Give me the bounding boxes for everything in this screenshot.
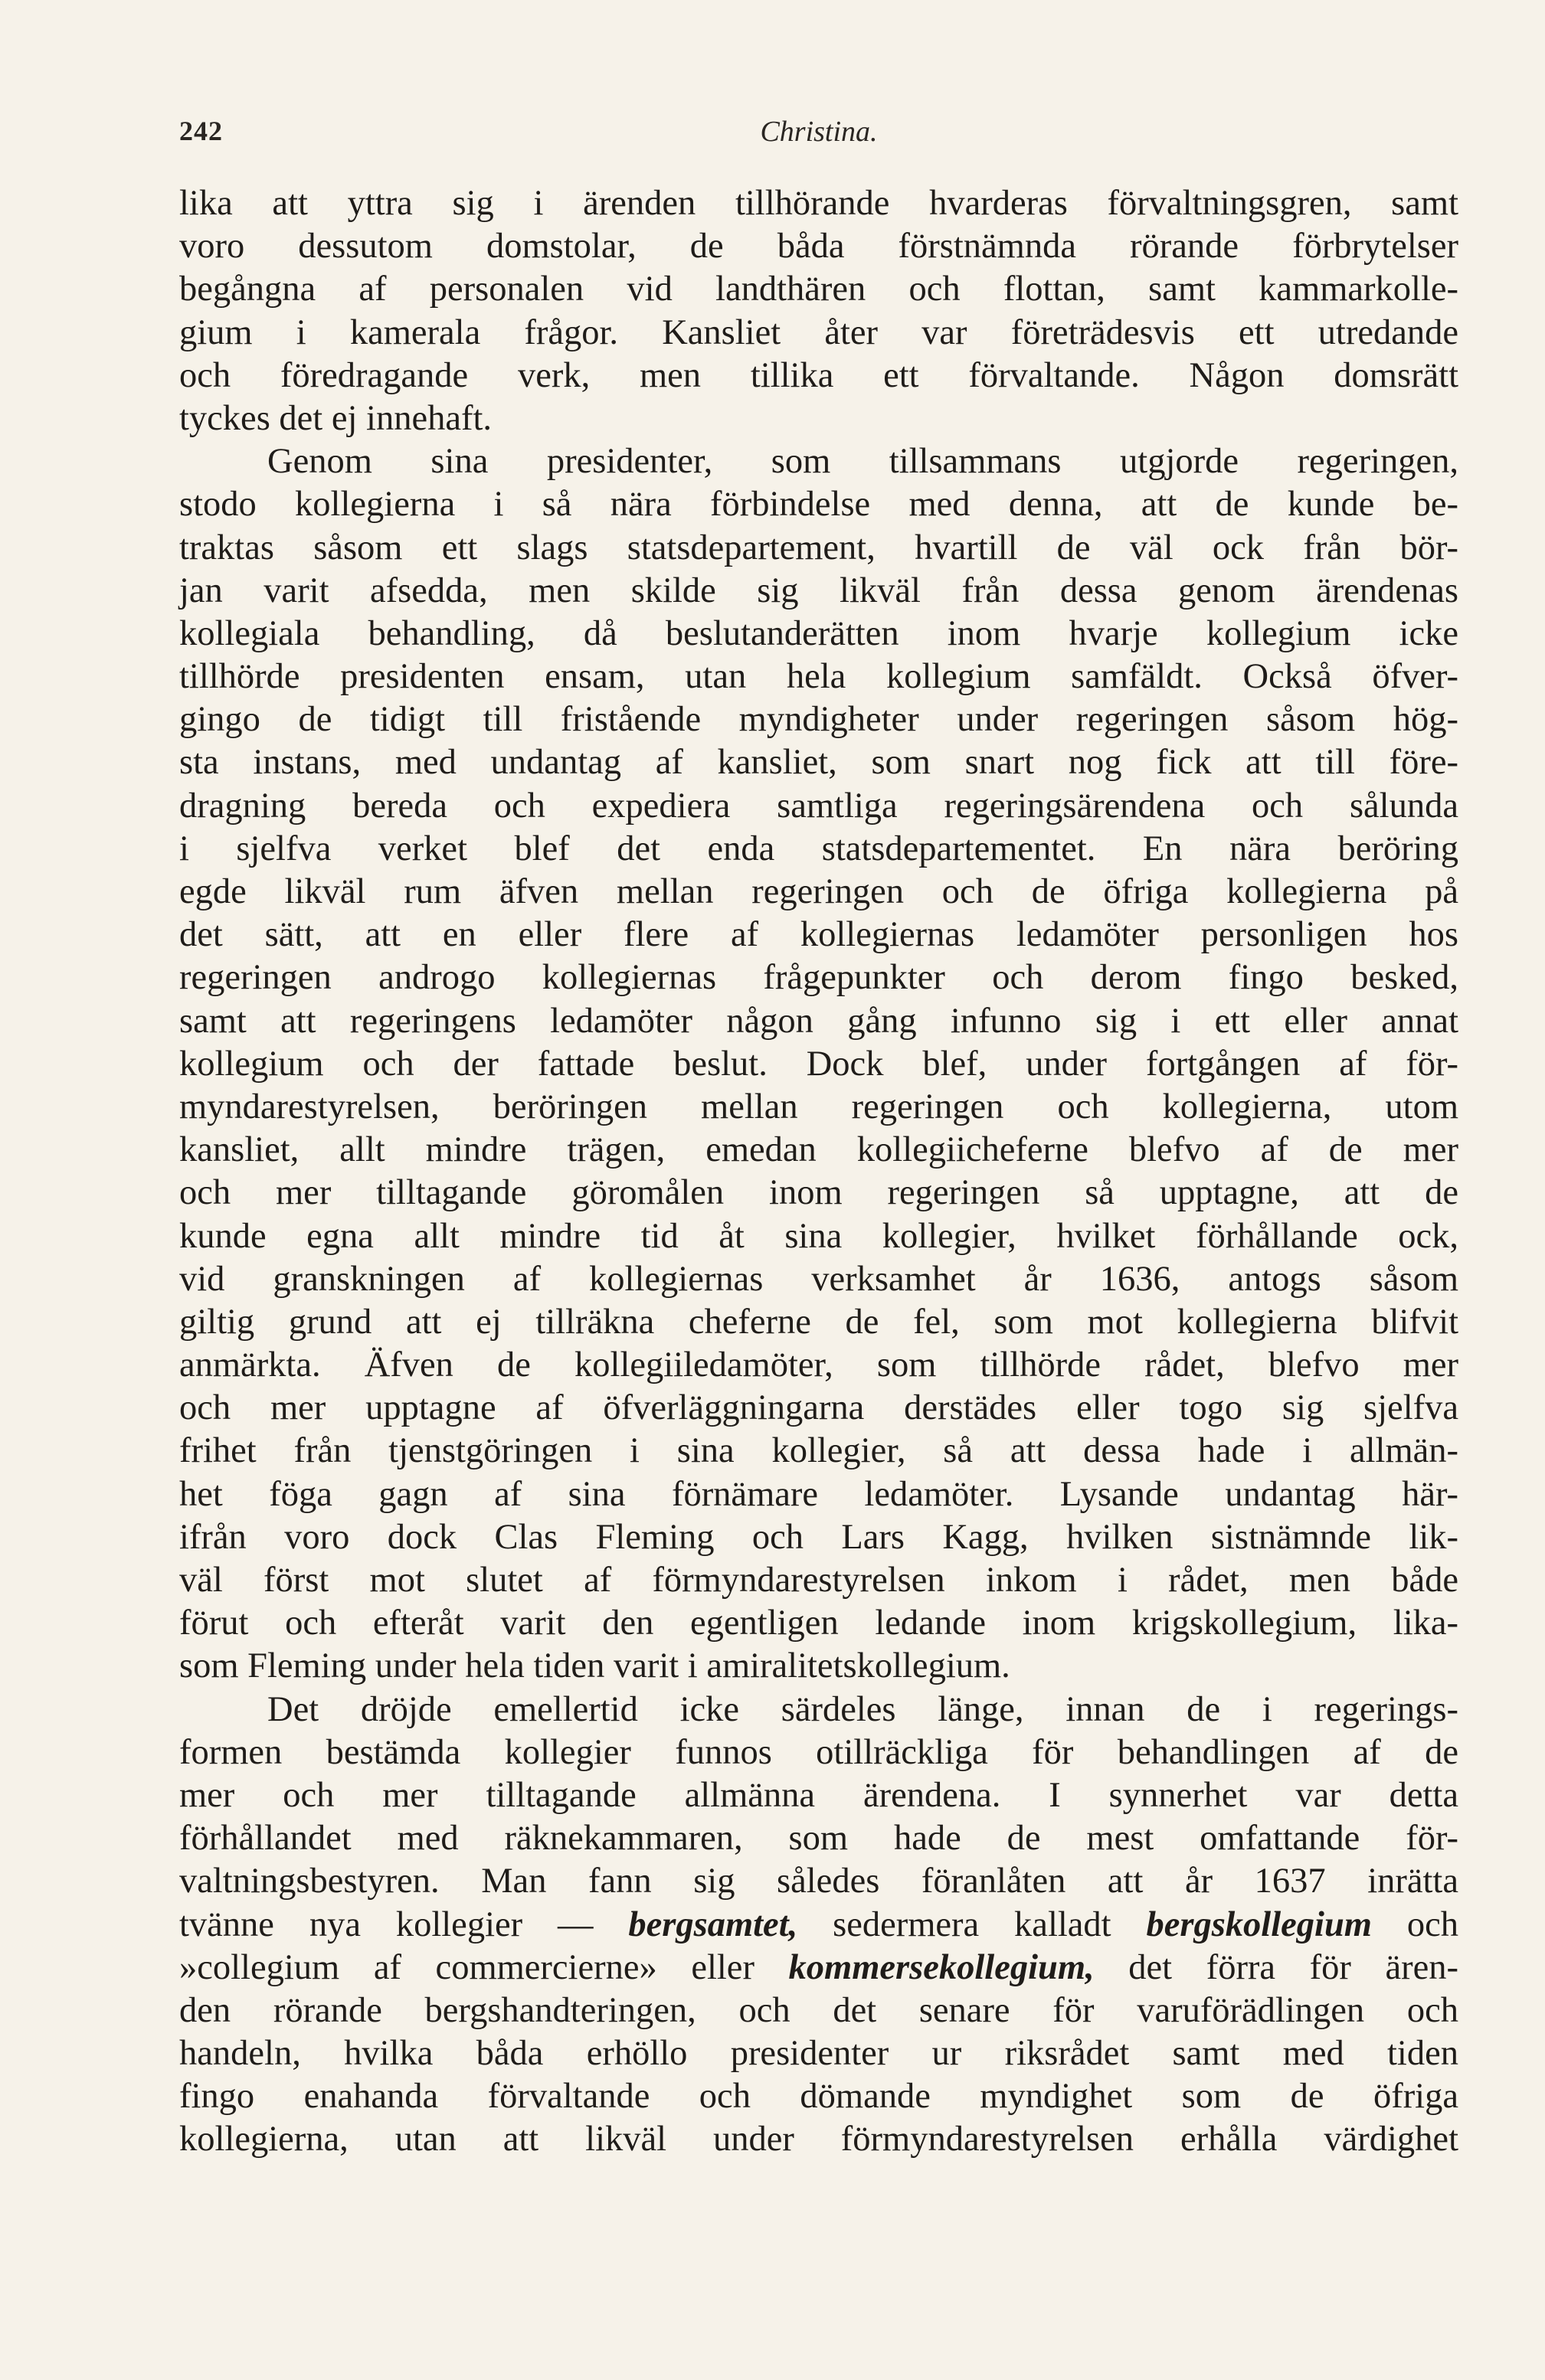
text-line xyxy=(179,1731,1458,1774)
text-line xyxy=(179,2118,1458,2161)
text-line xyxy=(179,1947,1458,1989)
text-line xyxy=(179,1172,1458,1215)
text-segment: och mer tilltagande göromålen inom regeringen så upptagne, att de xyxy=(179,1173,1458,1213)
text-line xyxy=(179,1129,1458,1172)
text-segment: kunde egna allt mindre tid åt sina kollegier, hvilket förhållande ock, xyxy=(179,1216,1458,1256)
text-segment: förut och efteråt varit den egentligen ledande inom krigskollegium, lika- xyxy=(179,1604,1458,1643)
text-segment: egde likväl rum äfven mellan regeringen och de öfriga kollegierna på xyxy=(179,872,1458,911)
text-line xyxy=(179,1215,1458,1258)
text-segment: kollegiala behandling, då beslutanderätten inom hvarje kollegium icke xyxy=(179,613,1458,653)
text-line xyxy=(179,268,1458,311)
text-segment: i sjelfva verket blef det enda statsdepartementet. En nära beröring xyxy=(179,829,1458,868)
text-segment: begångna af personalen vid landthären och flottan, samt kammarkolle- xyxy=(179,270,1458,309)
text-line xyxy=(179,1904,1458,1947)
text-line xyxy=(179,1258,1458,1301)
running-title: Christina. xyxy=(760,116,878,148)
paragraph xyxy=(179,1689,1458,2162)
text-segment: sta instans, med undantag af kansliet, som snart nog fick att till före- xyxy=(179,743,1458,783)
italic-term: kommersekollegium, xyxy=(788,1947,1095,1987)
text-segment: stodo kollegierna i så nära förbindelse med denna, att de kunde be- xyxy=(179,485,1458,525)
text-line xyxy=(179,397,1458,440)
text-segment: som Fleming under hela tiden varit i amiralitetskollegium. xyxy=(179,1646,1010,1686)
text-segment: och föredragande verk, men tillika ett förvaltande. Någon domsrätt xyxy=(179,355,1458,395)
text-segment: gingo de tidigt till fristående myndigheter under regeringen såsom hög- xyxy=(179,700,1458,740)
text-segment: frihet från tjenstgöringen i sina kollegier, så att dessa hade i allmän- xyxy=(179,1431,1458,1471)
text-line xyxy=(179,956,1458,999)
text-line xyxy=(179,1559,1458,1602)
text-segment: kansliet, allt mindre trägen, emedan kollegiicheferne blefvo af de mer xyxy=(179,1130,1458,1170)
text-line xyxy=(179,785,1458,828)
text-segment: gium i kamerala frågor. Kansliet åter var företrädesvis ett utredande xyxy=(179,312,1458,352)
text-segment: kollegierna, utan att likväl under förmyndarestyrelsen erhålla värdighet xyxy=(179,2120,1458,2159)
text-line xyxy=(179,1989,1458,2032)
text-line xyxy=(179,741,1458,784)
text-segment: regeringen androgo kollegiernas frågepunkter och derom fingo besked, xyxy=(179,958,1458,998)
text-segment: vid granskningen af kollegiernas verksamhet år 1636, antogs såsom xyxy=(179,1259,1458,1299)
text-segment: den rörande bergshandteringen, och det senare för varuförädlingen och xyxy=(179,1990,1458,2030)
text-segment: het föga gagn af sina förnämare ledamöter. Lysande undantag här- xyxy=(179,1474,1458,1514)
text-line xyxy=(179,828,1458,871)
text-line xyxy=(179,1602,1458,1645)
text-segment: och mer upptagne af öfverläggningarna derstädes eller togo sig sjelfva xyxy=(179,1388,1458,1428)
page-header xyxy=(179,115,1458,161)
text-segment: dragning bereda och expediera samtliga regeringsärendena och sålunda xyxy=(179,786,1458,825)
text-segment: sedermera kalladt xyxy=(797,1904,1147,1944)
text-segment: traktas såsom ett slags statsdepartement, hvartill de väl ock från bör- xyxy=(179,528,1458,567)
text-segment: formen bestämda kollegier funnos otillräckliga för behandlingen af de xyxy=(179,1732,1458,1772)
text-line xyxy=(179,2075,1458,2118)
text-segment: fingo enahanda förvaltande och dömande myndighet som de öfriga xyxy=(179,2077,1458,2117)
text-line xyxy=(179,1774,1458,1817)
text-segment: tyckes det ej innehaft. xyxy=(179,398,493,438)
text-segment: samt att regeringens ledamöter någon gång infunno sig i ett eller annat xyxy=(179,1001,1458,1041)
text-line xyxy=(179,1860,1458,1903)
italic-term: bergskollegium xyxy=(1146,1904,1372,1944)
text-segment: valtningsbestyren. Man fann sig således föranlåten att år 1637 inrätta xyxy=(179,1862,1458,1901)
paragraph xyxy=(179,182,1458,440)
text-segment: kollegium och der fattade beslut. Dock blef, under fortgången af för- xyxy=(179,1044,1458,1084)
text-segment: ifrån voro dock Clas Fleming och Lars Kagg, hvilken sistnämnde lik- xyxy=(179,1517,1458,1557)
text-line xyxy=(179,1043,1458,1086)
text-line xyxy=(179,312,1458,355)
text-segment: tillhörde presidenten ensam, utan hela kollegium samfäldt. Också öfver- xyxy=(179,657,1458,697)
text-line xyxy=(179,871,1458,914)
text-line xyxy=(179,655,1458,698)
italic-term: bergsamtet, xyxy=(628,1904,798,1944)
text-segment: lika att yttra sig i ärenden tillhörande hvarderas förvaltningsgren, samt xyxy=(179,184,1458,223)
text-segment: handeln, hvilka båda erhöllo presidenter ur riksrådet samt med tiden xyxy=(179,2034,1458,2074)
text-line xyxy=(179,355,1458,397)
text-line xyxy=(179,1689,1458,1731)
text-line xyxy=(179,2032,1458,2075)
text-segment: tvänne nya kollegier — xyxy=(179,1904,629,1944)
text-line xyxy=(179,1000,1458,1043)
text-segment: och xyxy=(1371,1904,1459,1944)
text-segment: »collegium af commercierne» eller xyxy=(179,1947,789,1987)
text-line xyxy=(179,1516,1458,1559)
text-line xyxy=(179,1301,1458,1344)
text-line xyxy=(179,483,1458,526)
text-segment: mer och mer tilltagande allmänna ärendena. I synnerhet var detta xyxy=(179,1775,1458,1815)
text-segment: väl först mot slutet af förmyndarestyrelsen inkom i rådet, men både xyxy=(179,1561,1458,1600)
text-segment: jan varit afsedda, men skilde sig likväl från dessa genom ärendenas xyxy=(179,570,1458,610)
text-line xyxy=(179,613,1458,655)
text-segment: voro dessutom domstolar, de båda förstnämnda rörande förbrytelser xyxy=(179,227,1458,266)
text-segment: Genom sina presidenter, som tillsammans utgjorde regeringen, xyxy=(267,442,1458,482)
text-segment: anmärkta. Äfven de kollegiiledamöter, som tillhörde rådet, blefvo mer xyxy=(179,1345,1458,1385)
text-line xyxy=(179,182,1458,225)
text-line xyxy=(179,1086,1458,1129)
text-segment: det förra för ären- xyxy=(1094,1947,1458,1987)
text-segment: Det dröjde emellertid icke särdeles länge, innan de i regerings- xyxy=(267,1689,1458,1729)
text-line xyxy=(179,1430,1458,1473)
text-line xyxy=(179,914,1458,956)
text-line xyxy=(179,1473,1458,1516)
text-line xyxy=(179,440,1458,483)
paragraph xyxy=(179,440,1458,1688)
page-number: 242 xyxy=(179,116,223,146)
body-text xyxy=(179,182,1458,2162)
text-line xyxy=(179,1817,1458,1860)
text-segment: myndarestyrelsen, beröringen mellan regeringen och kollegierna, utom xyxy=(179,1087,1458,1126)
text-line xyxy=(179,225,1458,268)
text-line xyxy=(179,527,1458,570)
text-segment: förhållandet med räknekammaren, som hade de mest omfattande för- xyxy=(179,1819,1458,1859)
text-line xyxy=(179,570,1458,613)
text-segment: det sätt, att en eller flere af kollegiernas ledamöter personligen hos xyxy=(179,915,1458,955)
text-line xyxy=(179,1344,1458,1387)
text-line xyxy=(179,1645,1458,1688)
text-line xyxy=(179,698,1458,741)
text-segment: giltig grund att ej tillräkna cheferne de fel, som mot kollegierna blifvit xyxy=(179,1302,1458,1342)
text-line xyxy=(179,1387,1458,1430)
